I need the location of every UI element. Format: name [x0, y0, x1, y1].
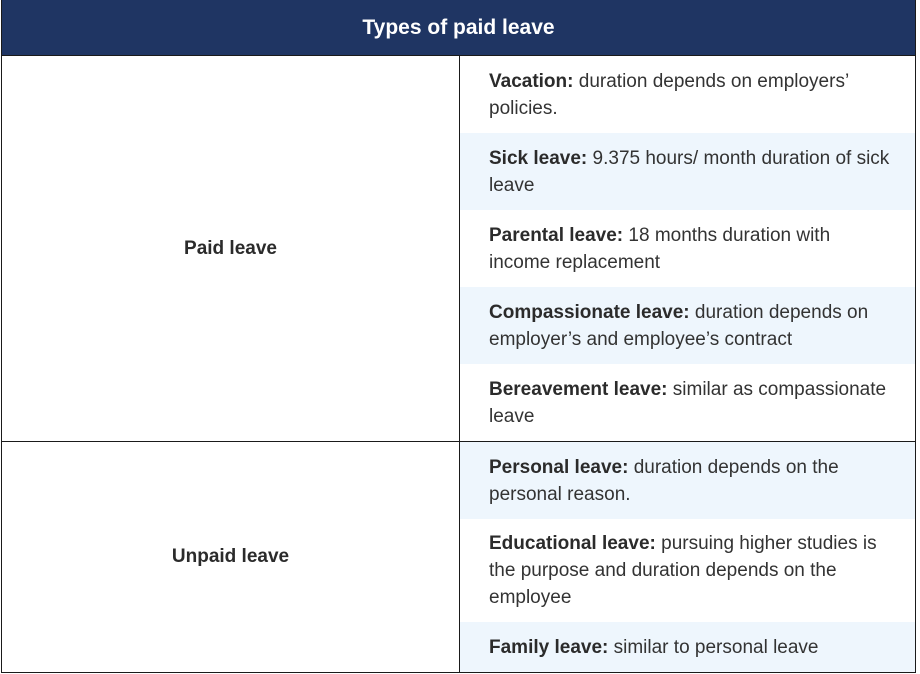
leave-item-text [489, 68, 891, 122]
leave-item-term: Bereavement leave: [489, 378, 668, 400]
group-items [460, 442, 915, 672]
leave-item-text [489, 454, 891, 508]
leave-item-text [489, 530, 891, 611]
leave-item [460, 442, 915, 519]
table-group-unpaid-leave [2, 441, 915, 672]
group-label: Unpaid leave [2, 442, 460, 672]
leave-item-term: Family leave: [489, 636, 609, 658]
leave-item [460, 622, 915, 672]
leave-item-text [489, 299, 891, 353]
table-group-paid-leave [2, 56, 915, 441]
leave-item-desc: pursuing higher studies is the purpose and duration depends on the employee [489, 533, 877, 608]
group-label: Paid leave [2, 56, 460, 441]
table-title: Types of paid leave [2, 0, 915, 56]
leave-item-desc: similar as compassionate leave [489, 378, 887, 427]
leave-item-text [489, 222, 891, 276]
group-items [460, 56, 915, 441]
leave-item [460, 210, 915, 287]
leave-item-text [489, 376, 891, 430]
leave-item [460, 519, 915, 622]
leave-item-desc: similar to personal leave [608, 636, 819, 658]
leave-item [460, 133, 915, 210]
leave-item-term: Educational leave: [489, 533, 656, 554]
leave-item-desc: 18 months duration with income replacement [489, 224, 831, 273]
leave-types-table [1, 0, 916, 673]
leave-item-term: Personal leave: [489, 456, 629, 478]
leave-item-term: Compassionate leave: [489, 301, 690, 323]
leave-item [460, 56, 915, 133]
leave-item-desc: 9.375 hours/ month duration of sick leave [489, 147, 890, 196]
leave-item-term: Sick leave: [489, 147, 588, 169]
leave-item-term: Parental leave: [489, 224, 624, 246]
leave-item-text [489, 145, 891, 199]
leave-item-desc: duration depends on employers’ policies. [489, 70, 849, 119]
leave-item-desc: duration depends on the personal reason. [489, 456, 839, 505]
leave-item-term: Vacation: [489, 70, 574, 92]
leave-item-text [489, 634, 819, 661]
leave-item-desc: duration depends on employer’s and employee’s contract [489, 301, 869, 350]
leave-item [460, 364, 915, 441]
leave-item [460, 287, 915, 364]
